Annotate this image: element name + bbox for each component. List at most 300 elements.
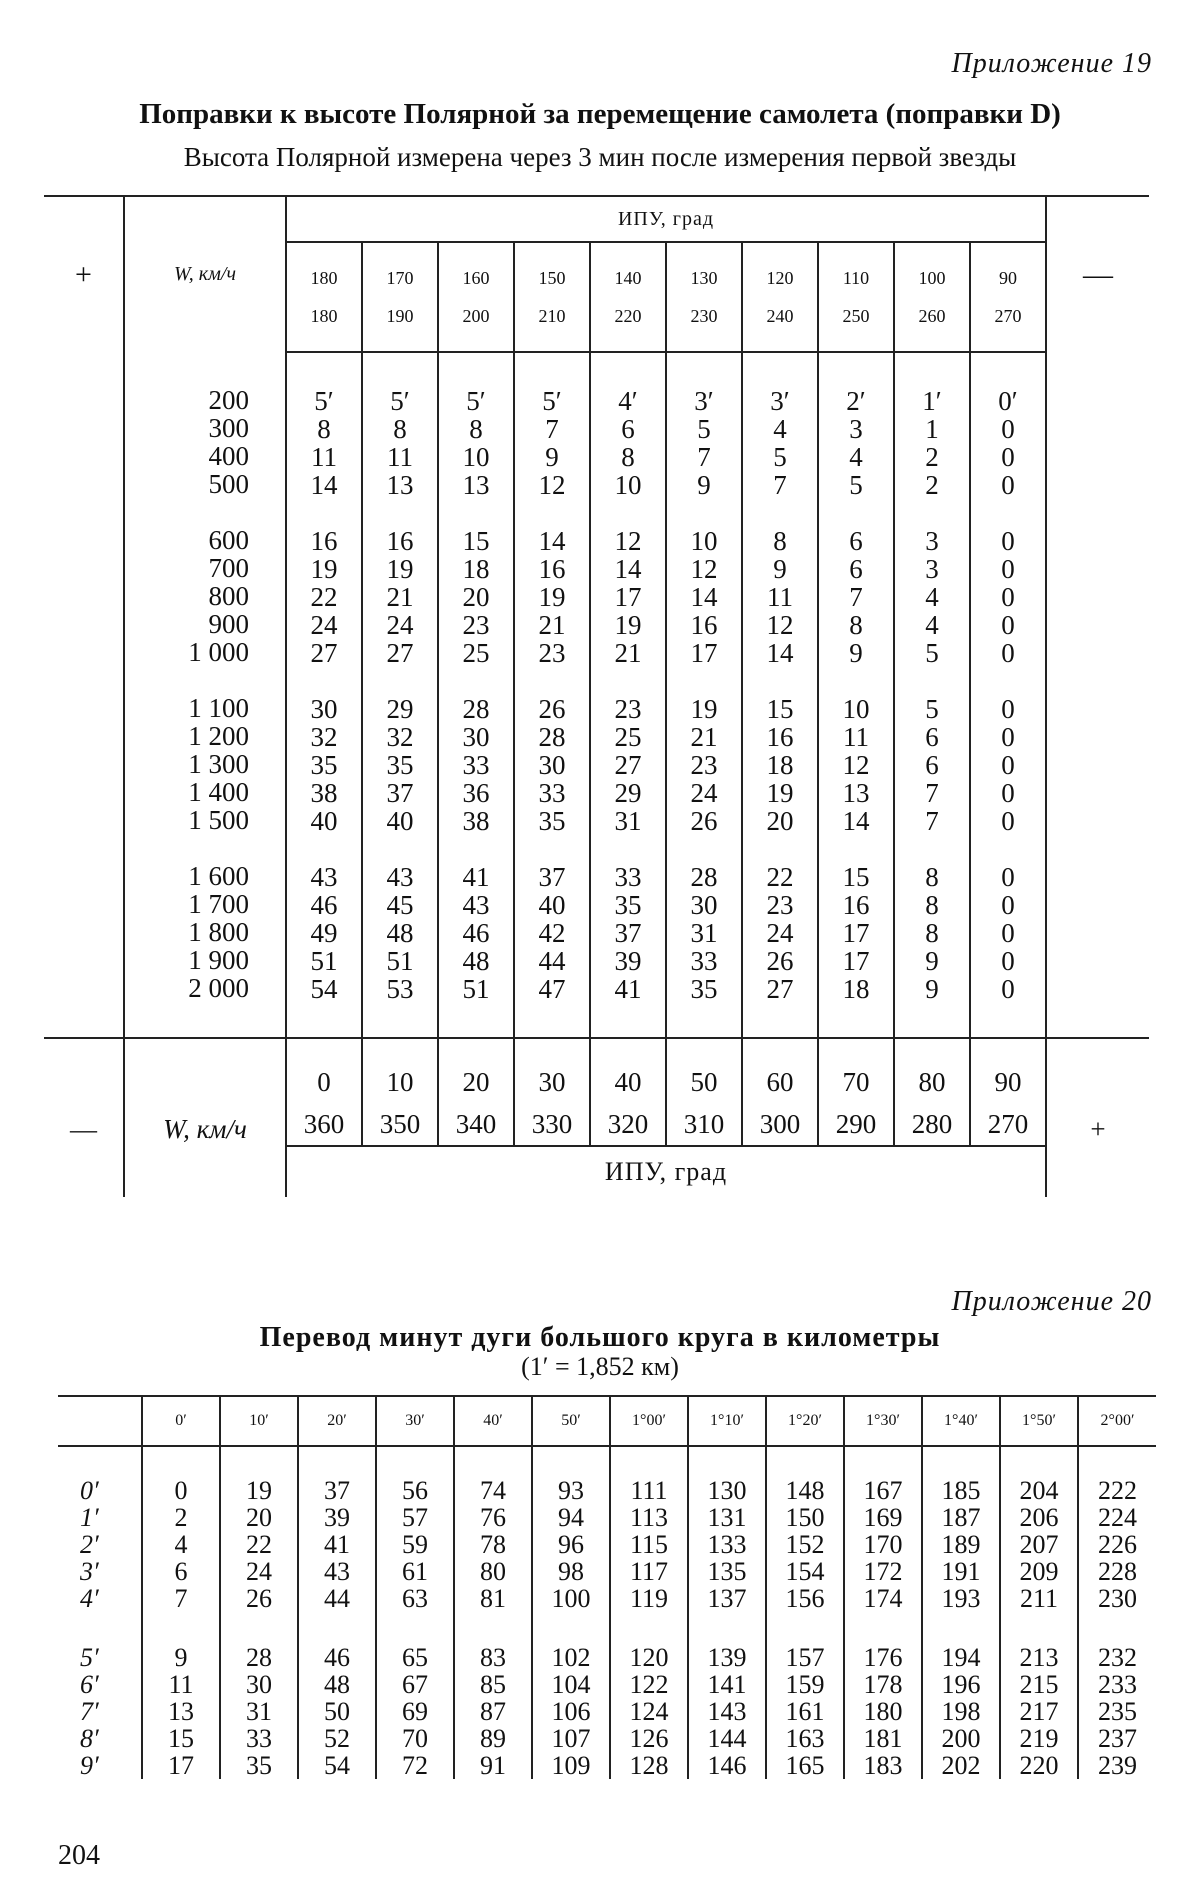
km-value: 57 bbox=[402, 1503, 428, 1532]
speed-value: 300 bbox=[208, 413, 249, 443]
correction-group bbox=[287, 863, 361, 1003]
correction-group bbox=[515, 863, 589, 1003]
correction-value: 8 bbox=[849, 610, 863, 640]
correction-group bbox=[971, 863, 1045, 1003]
correction-value: 20 bbox=[462, 582, 490, 612]
km-group bbox=[455, 1477, 531, 1612]
correction-value: 40 bbox=[310, 806, 338, 836]
correction-value: 0 bbox=[1001, 946, 1015, 976]
correction-value: 5′ bbox=[466, 386, 486, 416]
correction-value: 5′ bbox=[390, 386, 410, 416]
correction-group bbox=[591, 387, 665, 499]
km-value: 133 bbox=[707, 1530, 747, 1559]
ipu-direction-cell-bottom bbox=[894, 1038, 970, 1146]
correction-value: 0 bbox=[1001, 610, 1015, 640]
correction-value: 27 bbox=[614, 750, 642, 780]
km-value: 50 bbox=[324, 1697, 350, 1726]
correction-value: 30 bbox=[310, 694, 338, 724]
correction-value: 18 bbox=[462, 554, 490, 584]
correction-value: 10 bbox=[842, 694, 870, 724]
correction-value: 0 bbox=[1001, 554, 1015, 584]
correction-value: 9 bbox=[545, 442, 559, 472]
correction-value: 8 bbox=[317, 414, 331, 444]
row-label: 7′ bbox=[80, 1697, 99, 1726]
km-value: 22 bbox=[246, 1530, 272, 1559]
km-column bbox=[376, 1446, 454, 1779]
correction-group bbox=[439, 527, 513, 667]
correction-value: 51 bbox=[462, 974, 490, 1004]
correction-value: 14 bbox=[310, 470, 338, 500]
arc-minutes-to-km-table bbox=[58, 1395, 1156, 1779]
km-value: 72 bbox=[402, 1751, 428, 1780]
correction-value: 8 bbox=[469, 414, 483, 444]
ipu-direction-value: 260 bbox=[918, 306, 946, 326]
correction-group bbox=[363, 527, 437, 667]
row-label: 4′ bbox=[80, 1584, 99, 1613]
correction-value: 11 bbox=[843, 722, 869, 752]
correction-value: 19 bbox=[766, 778, 794, 808]
speed-value: 900 bbox=[208, 609, 249, 639]
correction-group bbox=[819, 387, 893, 499]
correction-value: 15 bbox=[766, 694, 794, 724]
correction-group bbox=[287, 695, 361, 835]
km-value: 233 bbox=[1098, 1670, 1137, 1699]
correction-group bbox=[363, 387, 437, 499]
correction-column bbox=[970, 352, 1046, 1038]
km-column bbox=[922, 1446, 1000, 1779]
km-value: 157 bbox=[785, 1643, 825, 1672]
correction-value: 39 bbox=[614, 946, 642, 976]
correction-value: 11 bbox=[767, 582, 793, 612]
km-value: 65 bbox=[402, 1643, 428, 1672]
km-group bbox=[845, 1644, 921, 1779]
km-value: 119 bbox=[629, 1584, 669, 1613]
correction-value: 8 bbox=[773, 526, 787, 556]
km-value: 26 bbox=[246, 1584, 272, 1613]
km-column bbox=[766, 1446, 844, 1779]
correction-value: 35 bbox=[386, 750, 414, 780]
correction-value: 23 bbox=[538, 638, 566, 668]
speed-value: 1 000 bbox=[188, 637, 249, 667]
km-value: 19 bbox=[246, 1476, 272, 1505]
correction-value: 37 bbox=[538, 862, 566, 892]
km-value: 117 bbox=[629, 1557, 669, 1586]
correction-group bbox=[819, 863, 893, 1003]
ipu-direction-cell-bottom bbox=[666, 1038, 742, 1146]
km-value: 87 bbox=[480, 1697, 506, 1726]
correction-value: 7 bbox=[773, 470, 787, 500]
km-group bbox=[923, 1644, 999, 1779]
km-value: 206 bbox=[1019, 1503, 1059, 1532]
arc-column-header: 10′ bbox=[220, 1396, 298, 1446]
km-value: 85 bbox=[480, 1670, 506, 1699]
correction-value: 19 bbox=[386, 554, 414, 584]
km-value: 193 bbox=[941, 1584, 981, 1613]
ipu-direction-cell bbox=[666, 242, 742, 352]
km-value: 91 bbox=[480, 1751, 506, 1780]
correction-value: 48 bbox=[386, 918, 414, 948]
correction-group bbox=[895, 863, 969, 1003]
ipu-direction-value: 240 bbox=[766, 306, 794, 326]
ipu-direction-value: 110 bbox=[842, 268, 870, 288]
ipu-direction-value: 90 bbox=[999, 268, 1017, 288]
km-value: 56 bbox=[402, 1476, 428, 1505]
ipu-direction-value: 160 bbox=[462, 268, 490, 288]
correction-value: 19 bbox=[538, 582, 566, 612]
ipu-direction-value: 360 bbox=[303, 1109, 345, 1139]
km-value: 69 bbox=[402, 1697, 428, 1726]
correction-value: 0 bbox=[1001, 890, 1015, 920]
correction-value: 14 bbox=[842, 806, 870, 836]
km-group bbox=[377, 1644, 453, 1779]
ipu-direction-value: 320 bbox=[607, 1109, 649, 1139]
ipu-direction-value: 30 bbox=[538, 1067, 566, 1097]
correction-value: 36 bbox=[462, 778, 490, 808]
correction-value: 27 bbox=[386, 638, 414, 668]
km-value: 169 bbox=[863, 1503, 903, 1532]
empty-sign-cell bbox=[44, 352, 124, 1038]
correction-value: 7 bbox=[925, 806, 939, 836]
ipu-direction-value: 180 bbox=[310, 306, 338, 326]
km-value: 15 bbox=[168, 1724, 194, 1753]
correction-value: 49 bbox=[310, 918, 338, 948]
km-value: 174 bbox=[863, 1584, 903, 1613]
km-group bbox=[299, 1477, 375, 1612]
ipu-direction-cell bbox=[362, 242, 438, 352]
arc-column-header: 0′ bbox=[142, 1396, 220, 1446]
correction-value: 0 bbox=[1001, 526, 1015, 556]
km-value: 224 bbox=[1098, 1503, 1137, 1532]
ipu-direction-value: 190 bbox=[386, 306, 414, 326]
polaris-correction-table bbox=[44, 195, 1149, 1197]
row-label-group bbox=[80, 1644, 141, 1779]
row-label: 8′ bbox=[80, 1724, 99, 1753]
plus-sign-bottom: + bbox=[1046, 1038, 1149, 1197]
speed-value: 2 000 bbox=[188, 973, 249, 1003]
km-value: 189 bbox=[941, 1530, 981, 1559]
km-value: 61 bbox=[402, 1557, 428, 1586]
correction-value: 54 bbox=[310, 974, 338, 1004]
correction-value: 4 bbox=[849, 442, 863, 472]
correction-value: 5 bbox=[849, 470, 863, 500]
km-value: 67 bbox=[402, 1670, 428, 1699]
ipu-direction-cell bbox=[590, 242, 666, 352]
correction-column bbox=[362, 352, 438, 1038]
km-value: 172 bbox=[863, 1557, 903, 1586]
correction-value: 15 bbox=[842, 862, 870, 892]
km-column bbox=[1000, 1446, 1078, 1779]
km-value: 20 bbox=[246, 1503, 272, 1532]
correction-value: 9 bbox=[773, 554, 787, 584]
km-value: 43 bbox=[324, 1557, 350, 1586]
km-value: 59 bbox=[402, 1530, 428, 1559]
correction-value: 16 bbox=[310, 526, 338, 556]
correction-value: 3 bbox=[849, 414, 863, 444]
km-column bbox=[142, 1446, 220, 1779]
correction-value: 35 bbox=[690, 974, 718, 1004]
correction-value: 12 bbox=[614, 526, 642, 556]
empty-sign-cell bbox=[1046, 352, 1149, 1038]
row-label-column bbox=[58, 1446, 142, 1779]
correction-group bbox=[287, 387, 361, 499]
correction-value: 8 bbox=[925, 918, 939, 948]
plus-sign-top: + bbox=[75, 257, 92, 291]
km-value: 194 bbox=[941, 1643, 981, 1672]
correction-value: 44 bbox=[538, 946, 566, 976]
correction-value: 40 bbox=[538, 890, 566, 920]
km-value: 209 bbox=[1019, 1557, 1059, 1586]
ipu-direction-cell bbox=[742, 242, 818, 352]
km-value: 74 bbox=[480, 1476, 506, 1505]
speed-value: 1 100 bbox=[188, 693, 249, 723]
appendix-20-label: Приложение 20 bbox=[951, 1286, 1152, 1317]
correction-value: 2 bbox=[925, 470, 939, 500]
km-value: 100 bbox=[551, 1584, 591, 1613]
correction-group bbox=[667, 863, 741, 1003]
km-group bbox=[1001, 1644, 1077, 1779]
correction-value: 21 bbox=[690, 722, 718, 752]
ipu-direction-value: 310 bbox=[683, 1109, 725, 1139]
correction-value: 37 bbox=[614, 918, 642, 948]
km-value: 31 bbox=[246, 1697, 272, 1726]
correction-group bbox=[439, 863, 513, 1003]
correction-value: 43 bbox=[310, 862, 338, 892]
km-value: 202 bbox=[941, 1751, 981, 1780]
km-value: 191 bbox=[941, 1557, 981, 1586]
correction-column bbox=[286, 352, 362, 1038]
speed-group bbox=[125, 526, 249, 666]
correction-value: 33 bbox=[690, 946, 718, 976]
km-group bbox=[611, 1644, 687, 1779]
km-value: 180 bbox=[863, 1697, 903, 1726]
km-value: 102 bbox=[551, 1643, 591, 1672]
w-footer: W, км/ч bbox=[124, 1038, 286, 1197]
km-value: 137 bbox=[707, 1584, 747, 1613]
arc-column-header: 1°00′ bbox=[610, 1396, 688, 1446]
km-value: 54 bbox=[324, 1751, 350, 1780]
correction-value: 13 bbox=[462, 470, 490, 500]
correction-value: 31 bbox=[614, 806, 642, 836]
correction-column bbox=[894, 352, 970, 1038]
correction-value: 6 bbox=[925, 750, 939, 780]
speed-value: 1 300 bbox=[188, 749, 249, 779]
ipu-direction-value: 270 bbox=[987, 1109, 1029, 1139]
km-value: 139 bbox=[707, 1643, 747, 1672]
correction-value: 31 bbox=[690, 918, 718, 948]
km-value: 41 bbox=[324, 1530, 350, 1559]
correction-value: 45 bbox=[386, 890, 414, 920]
speed-value: 800 bbox=[208, 581, 249, 611]
correction-group bbox=[895, 527, 969, 667]
km-value: 217 bbox=[1019, 1697, 1059, 1726]
correction-group bbox=[439, 387, 513, 499]
correction-group bbox=[895, 695, 969, 835]
km-value: 122 bbox=[629, 1670, 669, 1699]
km-value: 13 bbox=[168, 1697, 194, 1726]
correction-value: 18 bbox=[766, 750, 794, 780]
km-value: 106 bbox=[551, 1697, 591, 1726]
correction-value: 3 bbox=[925, 526, 939, 556]
correction-value: 53 bbox=[386, 974, 414, 1004]
correction-value: 5 bbox=[697, 414, 711, 444]
km-value: 154 bbox=[785, 1557, 825, 1586]
correction-value: 14 bbox=[690, 582, 718, 612]
correction-value: 30 bbox=[538, 750, 566, 780]
correction-value: 26 bbox=[538, 694, 566, 724]
minus-sign-top: — bbox=[1046, 196, 1149, 352]
correction-value: 4′ bbox=[618, 386, 638, 416]
km-value: 104 bbox=[551, 1670, 591, 1699]
km-value: 178 bbox=[863, 1670, 903, 1699]
ipu-direction-cell-bottom bbox=[362, 1038, 438, 1146]
correction-value: 2 bbox=[925, 442, 939, 472]
km-group bbox=[221, 1644, 297, 1779]
km-value: 185 bbox=[941, 1476, 981, 1505]
speed-value: 1 900 bbox=[188, 945, 249, 975]
km-value: 4 bbox=[174, 1530, 188, 1559]
km-value: 219 bbox=[1019, 1724, 1059, 1753]
correction-value: 33 bbox=[538, 778, 566, 808]
ipu-direction-cell-bottom bbox=[818, 1038, 894, 1146]
km-group bbox=[533, 1644, 609, 1779]
km-value: 81 bbox=[480, 1584, 506, 1613]
ipu-direction-value: 50 bbox=[690, 1067, 718, 1097]
correction-value: 20 bbox=[766, 806, 794, 836]
correction-value: 25 bbox=[462, 638, 490, 668]
km-group bbox=[1001, 1477, 1077, 1612]
row-label: 5′ bbox=[80, 1643, 99, 1672]
km-value: 213 bbox=[1019, 1643, 1059, 1672]
ipu-direction-value: 350 bbox=[379, 1109, 421, 1139]
correction-group bbox=[971, 387, 1045, 499]
correction-value: 12 bbox=[766, 610, 794, 640]
row-label: 2′ bbox=[80, 1530, 99, 1559]
correction-value: 7 bbox=[697, 442, 711, 472]
speed-value: 1 800 bbox=[188, 917, 249, 947]
km-value: 239 bbox=[1098, 1751, 1137, 1780]
arc-column-header: 1°20′ bbox=[766, 1396, 844, 1446]
correction-value: 27 bbox=[766, 974, 794, 1004]
ipu-direction-cell bbox=[970, 242, 1046, 352]
correction-column bbox=[742, 352, 818, 1038]
speed-value: 700 bbox=[208, 553, 249, 583]
correction-group bbox=[439, 695, 513, 835]
correction-value: 9 bbox=[697, 470, 711, 500]
correction-group bbox=[515, 527, 589, 667]
ipu-direction-cell-bottom bbox=[286, 1038, 362, 1146]
arc-column-header: 1°30′ bbox=[844, 1396, 922, 1446]
km-group bbox=[1079, 1644, 1156, 1779]
speed-value: 500 bbox=[208, 469, 249, 499]
km-column bbox=[298, 1446, 376, 1779]
correction-value: 17 bbox=[842, 946, 870, 976]
km-value: 76 bbox=[480, 1503, 506, 1532]
correction-value: 21 bbox=[614, 638, 642, 668]
km-value: 78 bbox=[480, 1530, 506, 1559]
km-group bbox=[299, 1644, 375, 1779]
correction-value: 23 bbox=[614, 694, 642, 724]
correction-value: 43 bbox=[462, 890, 490, 920]
row-label: 3′ bbox=[80, 1557, 99, 1586]
km-value: 63 bbox=[402, 1584, 428, 1613]
km-value: 144 bbox=[707, 1724, 747, 1753]
row-label: 0′ bbox=[80, 1476, 99, 1505]
km-group bbox=[221, 1477, 297, 1612]
km-value: 83 bbox=[480, 1643, 506, 1672]
km-value: 44 bbox=[324, 1584, 350, 1613]
correction-value: 24 bbox=[690, 778, 718, 808]
arc-column-header: 30′ bbox=[376, 1396, 454, 1446]
km-group bbox=[689, 1477, 765, 1612]
correction-value: 24 bbox=[766, 918, 794, 948]
ipu-direction-cell-bottom bbox=[514, 1038, 590, 1146]
correction-column bbox=[666, 352, 742, 1038]
correction-value: 32 bbox=[310, 722, 338, 752]
km-value: 176 bbox=[863, 1643, 903, 1672]
table-20-subtitle: (1′ = 1,852 км) bbox=[521, 1352, 679, 1381]
km-value: 161 bbox=[785, 1697, 825, 1726]
correction-value: 7 bbox=[925, 778, 939, 808]
km-value: 220 bbox=[1019, 1751, 1059, 1780]
correction-value: 9 bbox=[849, 638, 863, 668]
ipu-direction-cell-bottom bbox=[742, 1038, 818, 1146]
ipu-direction-value: 0 bbox=[317, 1067, 331, 1097]
correction-value: 28 bbox=[690, 862, 718, 892]
correction-value: 42 bbox=[538, 918, 566, 948]
km-value: 37 bbox=[324, 1476, 350, 1505]
correction-value: 17 bbox=[614, 582, 642, 612]
correction-value: 6 bbox=[849, 526, 863, 556]
correction-value: 16 bbox=[842, 890, 870, 920]
correction-value: 51 bbox=[310, 946, 338, 976]
km-value: 163 bbox=[785, 1724, 825, 1753]
correction-value: 38 bbox=[462, 806, 490, 836]
km-column bbox=[532, 1446, 610, 1779]
correction-value: 15 bbox=[462, 526, 490, 556]
km-value: 35 bbox=[246, 1751, 272, 1780]
correction-value: 5′ bbox=[542, 386, 562, 416]
correction-value: 26 bbox=[766, 946, 794, 976]
ipu-direction-cell-bottom bbox=[970, 1038, 1046, 1146]
correction-value: 0 bbox=[1001, 806, 1015, 836]
ipu-direction-value: 40 bbox=[614, 1067, 642, 1097]
correction-group bbox=[895, 387, 969, 499]
km-value: 28 bbox=[246, 1643, 272, 1672]
ipu-direction-value: 90 bbox=[994, 1067, 1022, 1097]
correction-group bbox=[591, 695, 665, 835]
correction-value: 8 bbox=[925, 890, 939, 920]
correction-value: 0 bbox=[1001, 442, 1015, 472]
km-value: 237 bbox=[1098, 1724, 1137, 1753]
km-value: 228 bbox=[1098, 1557, 1137, 1586]
ipu-direction-value: 130 bbox=[690, 268, 718, 288]
correction-value: 4 bbox=[773, 414, 787, 444]
correction-value: 3′ bbox=[770, 386, 790, 416]
correction-column bbox=[818, 352, 894, 1038]
correction-value: 0′ bbox=[998, 386, 1018, 416]
ipu-direction-value: 280 bbox=[911, 1109, 953, 1139]
correction-value: 22 bbox=[766, 862, 794, 892]
km-column bbox=[220, 1446, 298, 1779]
km-column bbox=[1078, 1446, 1156, 1779]
correction-value: 10 bbox=[690, 526, 718, 556]
correction-value: 21 bbox=[538, 610, 566, 640]
correction-value: 6 bbox=[849, 554, 863, 584]
km-group bbox=[377, 1477, 453, 1612]
correction-value: 35 bbox=[538, 806, 566, 836]
correction-value: 23 bbox=[690, 750, 718, 780]
km-value: 196 bbox=[941, 1670, 981, 1699]
